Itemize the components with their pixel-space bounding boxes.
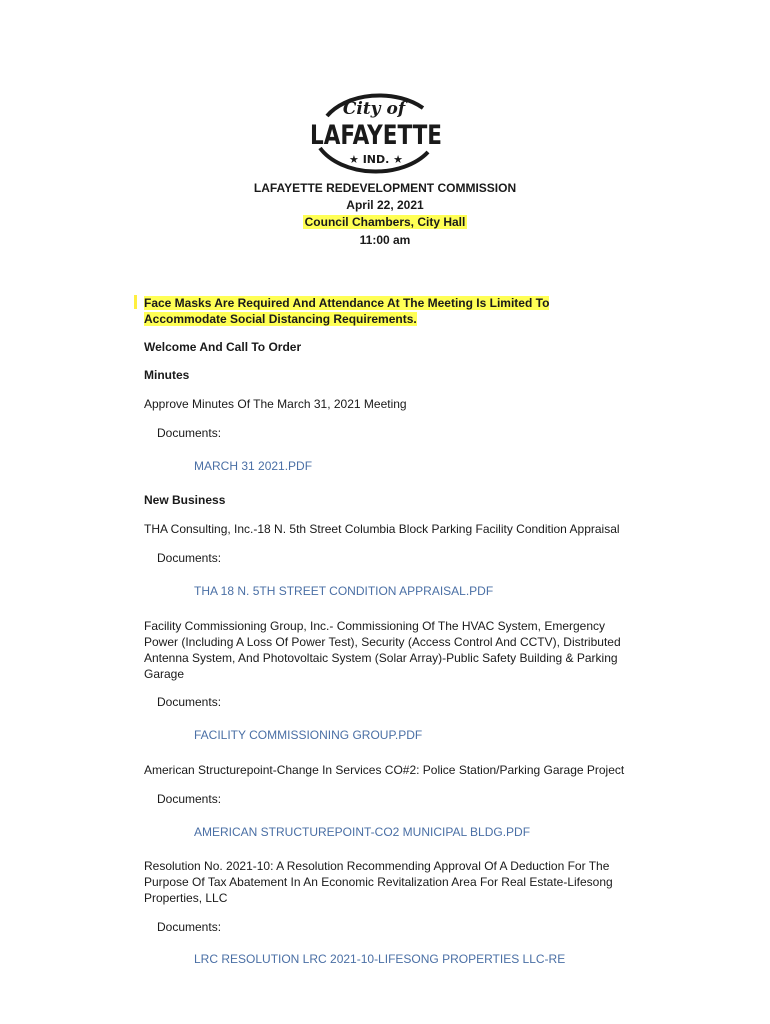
new-business-heading: New Business (144, 493, 226, 507)
commission-title: LAFAYETTE REDEVELOPMENT COMMISSION (253, 181, 517, 195)
welcome-heading: Welcome And Call To Order (144, 340, 302, 354)
svg-text:★ IND. ★: ★ IND. ★ (349, 153, 403, 166)
documents-label: Documents: (157, 426, 222, 440)
agenda-item-4-line-2: Purpose Of Tax Abatement In An Economic Revitalization Area For Real Estate-Lifesong (144, 875, 613, 889)
documents-label: Documents: (157, 792, 222, 806)
documents-label: Documents: (157, 695, 222, 709)
agenda-item-1: THA Consulting, Inc.-18 N. 5th Street Columbia Block Parking Facility Condition Appraisal (144, 522, 620, 536)
mask-notice-line-2: Accommodate Social Distancing Requirements. (144, 312, 417, 326)
item-1-document-link[interactable]: THA 18 N. 5TH STREET CONDITION APPRAISAL.PDF (194, 584, 494, 598)
agenda-item-3: American Structurepoint-Change In Services CO#2: Police Station/Parking Garage Project (144, 763, 625, 777)
agenda-item-2-line-3: Antenna System, And Photovoltaic System (Solar Array)-Public Safety Building & Parking (144, 651, 618, 665)
minutes-document-link[interactable]: MARCH 31 2021.PDF (194, 459, 313, 473)
agenda-item-2 (144, 618, 621, 682)
agenda-item-2-line-4: Garage (144, 667, 185, 681)
meeting-location-text: Council Chambers, City Hall (304, 215, 466, 229)
minutes-item: Approve Minutes Of The March 31, 2021 Meeting (144, 397, 407, 411)
agenda-item-2-line-2: Power (Including A Loss Of Power Test), Security (Access Control And CCTV), Distributed (144, 635, 621, 649)
mask-notice-line-1: Face Masks Are Required And Attendance At The Meeting Is Limited To (144, 296, 550, 310)
mask-notice (144, 295, 549, 327)
agenda-item-4-line-1: Resolution No. 2021-10: A Resolution Recommending Approval Of A Deduction For The (144, 859, 610, 873)
agenda-item-4-line-3: Properties, LLC (144, 891, 228, 905)
meeting-date: April 22, 2021 (346, 198, 424, 212)
city-of-lafayette-logo (300, 86, 450, 180)
svg-text:City of: City of (342, 99, 406, 119)
notice-marker (134, 295, 137, 309)
item-3-document-link[interactable]: AMERICAN STRUCTUREPOINT-CO2 MUNICIPAL BLDG.PDF (194, 825, 531, 839)
item-4-document-link[interactable]: LRC RESOLUTION LRC 2021-10-LIFESONG PROPERTIES LLC-RE (194, 952, 566, 966)
item-2-document-link[interactable]: FACILITY COMMISSIONING GROUP.PDF (194, 728, 423, 742)
documents-label: Documents: (157, 551, 222, 565)
meeting-location (0, 215, 770, 229)
agenda-item-2-line-1: Facility Commissioning Group, Inc.- Commissioning Of The HVAC System, Emergency (144, 619, 606, 633)
agenda-item-4 (144, 858, 613, 906)
documents-label: Documents: (157, 920, 222, 934)
minutes-heading: Minutes (144, 368, 190, 382)
meeting-time: 11:00 am (359, 233, 411, 247)
svg-text:LAFAYETTE: LAFAYETTE (310, 120, 442, 151)
